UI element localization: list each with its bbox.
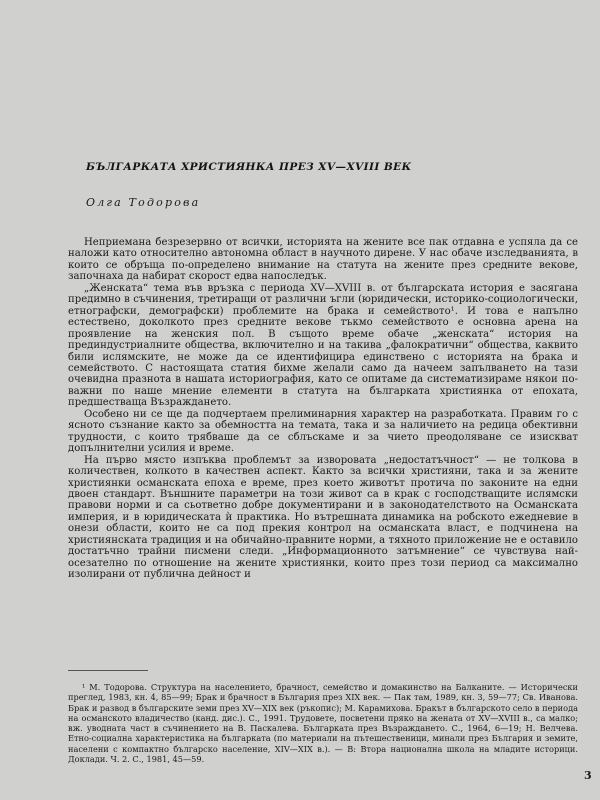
author-name: Олга Тодорова [86, 196, 201, 209]
footnote [68, 682, 578, 764]
paragraph: „Женската“ тема във връзка с периода XV—XVIII в. от българската история е засягана предимно в съчинения, третиращи от различни ъгли (юридически, историко-социологически, етнографски, демографски) проблемите на брака и семейството¹. И това е напълно естествено, доколкото през средните векове тъкмо семейството е основна арена на проявление на женския пол. В същото време обаче „женската“ история на прединдустриалните общества, включително и на такива „фалократични“ общества, каквито били ислямските, не може да се идентифицира единствено с историята на брака и семейството. С настоящата статия бихме желали само да начеем запълването на тази очевидна празнота в нашата историография, като се опитаме да систематизираме някои по-важни по наше мнение елементи в статута на българката християнка от епохата, предшестваща Възраждането. [68, 282, 578, 409]
article-title: БЪЛГАРКАТА ХРИСТИЯНКА ПРЕЗ XV—XVIII ВЕК [86, 161, 412, 173]
paragraph: Особено ни се ще да подчертаем прелиминарния характер на разработката. Правим го с ясното съзнание както за обемността на темата, така и за наличието на редица обективни трудности, с които трябваше да се сблъскаме и за чието преодоляване се изискват допълнителни усилия и време. [68, 408, 578, 455]
footnote-separator [68, 670, 148, 671]
paragraph: На първо място изпъква проблемът за изворовата „недостатъчност“ — не толкова в количествен, колкото в качествен аспект. Както за всички християни, така и за жените християнки османската епоха е време, през което животът протича по законите на едни двоен стандарт. Външните параметри на този живот са в крак с господстващите ислямски правови норми и са сьответно добре документирани и в законодателството на Османската империя, и в юридическата ѝ практика. Но вътрешната динамика на робското ежедневие в онези области, които не са под прекия контрол на османската власт, е подчинена на християнската традиция и на обичайно-правните норми, а тяхното приложение не е оставило достатъчно трайни писмени следи. „Информационното затъмнение“ се чувствува най-осезателно по отношение на жените християнки, които през този период са максимално изолирани от публична дейност и [68, 454, 578, 581]
footnote-text: ¹ М. Тодорова. Структура на населението, брачност, семейство и домакинство на Балканите. — Исторически преглед, 1983, кн. 4, 85—99; Брак и брачност в България през XIX век. — Пак там, 1989, кн. 3, 59—77; Св. Иванова. Брак и развод в българските земи през XV—XIX век (ръкопис); М. Карамихова. Бракът в българското село в периода на османското владичество (канд. дис.). С., 1991. Трудовете, посветени пряко на жената от XV—XVIII в., са малко; вж. уводната част в съчинението на В. Паскалева. Българката през Възраждането. С., 1964, 6—19; Н. Велчева. Етно-социална характеристика на българката (по материали на пътешественици, минали през България и земите, населени с компактно българско население, XIV—XIX в.). — В: Втора национална школа на младите историци. Доклади. Ч. 2. С., 1981, 45—59. [68, 682, 578, 765]
article-body [68, 237, 578, 581]
paragraph: Неприемана безрезервно от всички, историята на жените все пак отдавна е успяла да се наложи като относително автономна област в научното дирене. У нас обаче изследванията, в които се обръща по-определено внимание на статута на жените през средните векове, започнаха да набират скорост едва напоследък. [68, 237, 578, 283]
page-number: 3 [584, 769, 592, 782]
